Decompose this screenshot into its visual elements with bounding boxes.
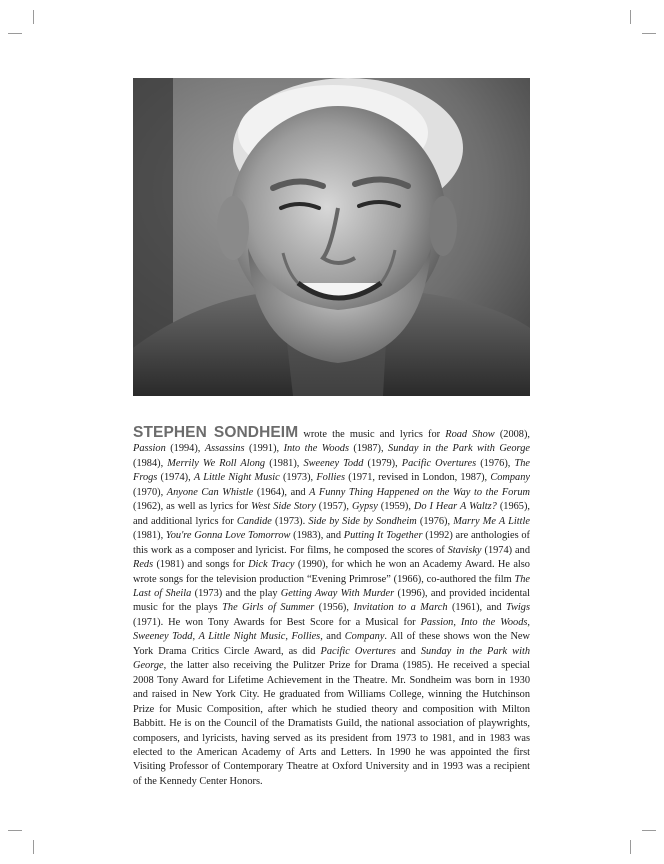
bio-text: (1974) and: [481, 544, 530, 556]
bio-text: (2008),: [494, 429, 530, 440]
bio-text: (1956),: [314, 602, 354, 614]
bio-text: (1981),: [133, 530, 166, 542]
subject-name: STEPHEN SONDHEIM: [133, 424, 299, 441]
bio-text: . All of these shows won the New York Drama Critics Circle Award, as did: [133, 631, 530, 657]
crop-mark-bottom-left: [33, 840, 34, 854]
bio-title: Company: [490, 472, 530, 484]
bio-title: Reds: [133, 559, 154, 571]
bio-title: Sunday in the Park with George: [388, 443, 530, 455]
portrait-illustration: [133, 78, 530, 396]
bio-text: (1973).: [271, 515, 309, 527]
bio-text: ,: [453, 616, 461, 628]
bio-title: The Girls of Summer: [222, 602, 315, 614]
bio-title: The Frogs: [133, 457, 530, 484]
bio-title: Do I Hear A Waltz?: [413, 501, 497, 513]
bio-title: Pacific Overtures: [401, 457, 477, 469]
bio-title: Sweeney Todd: [303, 457, 364, 469]
bio-text: (1987),: [348, 443, 389, 455]
bio-text: (1981),: [265, 457, 304, 469]
bio-text: (1964), and: [253, 486, 310, 498]
bio-text: (1962), as well as lyrics for: [133, 501, 252, 513]
bio-text: (1973) and the play: [191, 587, 281, 599]
portrait-photo: [133, 78, 530, 396]
crop-mark-bottom-right: [630, 840, 631, 854]
bio-text: (1959),: [377, 501, 414, 513]
bio-text: and: [395, 645, 421, 657]
bio-title: Gypsy: [351, 501, 378, 513]
bio-text: , the latter also receiving the Pulitzer Prize for Drama (1985). He received a special 2008 Tony Award for Lifetime Achievement in the Theatre. Mr. Sondheim was born in 1930 and raised in New York City. He graduated from Williams College, winning the Hutchinson Prize for Music Composition, after which he studied theory and composition with Milton Babbitt. He is on the Council of the Dramatists Guild, the national association of playwrights, composers, and lyricists, having served as its president from 1973 to 1981, and in 1983 was elected to the American Academy of Arts and Letters. In 1990 he was appointed the first Visiting Professor of Contemporary Theatre at Oxford University and in 1993 was a recipient of the Kennedy Center Honors.: [133, 660, 530, 787]
bio-title: Sweeney Todd: [133, 631, 193, 643]
bio-text: (1961), and: [447, 602, 507, 614]
crop-mark-bottom-left-h: [8, 830, 22, 831]
bio-text: ,: [527, 616, 530, 628]
crop-mark-bottom-right-h: [642, 830, 656, 831]
bio-title: Follies: [316, 472, 346, 484]
bio-text: (1974),: [157, 472, 194, 484]
bio-title: Dick Tracy: [248, 559, 295, 571]
bio-title: A Funny Thing Happened on the Way to the Forum: [309, 486, 531, 498]
bio-text: ,: [192, 631, 199, 643]
bio-title: Merrily We Roll Along: [167, 457, 266, 469]
bio-title: Anyone Can Whistle: [166, 486, 254, 498]
bio-text: (1984),: [133, 457, 168, 469]
bio-text: (1992) are anthologies of this work as a composer and lyricist. For films, he composed the scores of: [133, 530, 530, 556]
bio-title: Stavisky: [447, 544, 482, 556]
bio-text: (1983), and: [290, 530, 344, 542]
bio-text: (1957),: [315, 501, 352, 513]
bio-text: (1996), and provided incidental music for the plays: [133, 587, 530, 614]
crop-mark-top-left-h: [8, 33, 22, 34]
bio-title: Side by Side by Sondheim: [308, 515, 417, 527]
bio-text: (1971, revised in London, 1987),: [345, 472, 491, 484]
bio-text: (1973),: [279, 472, 317, 484]
bio-text: (1991),: [244, 443, 284, 455]
bio-title: Passion: [133, 443, 166, 455]
bio-title: A Little Night Music: [193, 472, 280, 484]
bio-title: Twigs: [506, 602, 530, 614]
bio-title: Passion: [420, 616, 454, 628]
bio-title: Follies: [291, 631, 321, 643]
bio-text: wrote the music and lyrics for: [298, 429, 446, 440]
bio-title: Pacific Overtures: [320, 645, 396, 657]
bio-text: (1965), and additional lyrics for: [133, 501, 530, 527]
bio-title: Company: [344, 631, 385, 643]
bio-title: The Last of Sheila: [133, 573, 530, 599]
bio-title: Putting It Together: [343, 530, 423, 542]
crop-mark-top-right: [630, 10, 631, 24]
bio-text: (1971). He won Tony Awards for Best Score for a Musical for: [133, 616, 421, 628]
bio-text: (1990), for which he won an Academy Award. He also wrote songs for the television production “Evening Primrose” (1966), co-authored the film: [133, 559, 530, 585]
bio-title: Invitation to a March: [353, 602, 448, 614]
bio-text: (1976),: [476, 457, 515, 469]
bio-text: (1976),: [416, 515, 454, 527]
crop-mark-top-right-h: [642, 33, 656, 34]
bio-title: You're Gonna Love Tomorrow: [165, 530, 291, 542]
bio-title: Getting Away With Murder: [280, 587, 395, 599]
bio-title: Road Show: [445, 429, 495, 440]
bio-text: (1994),: [165, 443, 205, 455]
crop-mark-top-left: [33, 10, 34, 24]
bio-text: (1979),: [363, 457, 402, 469]
bio-title: Sunday in the Park with George: [133, 645, 530, 672]
bio-title: Marry Me A Little: [453, 515, 531, 527]
biography-paragraph: [133, 426, 530, 789]
bio-title: Into the Woods: [460, 616, 528, 628]
bio-text: ,: [285, 631, 292, 643]
bio-text: (1970),: [133, 486, 167, 498]
bio-title: Into the Woods: [283, 443, 349, 455]
bio-title: Assassins: [204, 443, 245, 455]
bio-title: Candide: [236, 515, 272, 527]
bio-title: A Little Night Music: [198, 631, 286, 643]
bio-title: West Side Story: [251, 501, 316, 513]
bio-text: , and: [320, 631, 345, 643]
bio-text: (1981) and songs for: [153, 559, 249, 571]
